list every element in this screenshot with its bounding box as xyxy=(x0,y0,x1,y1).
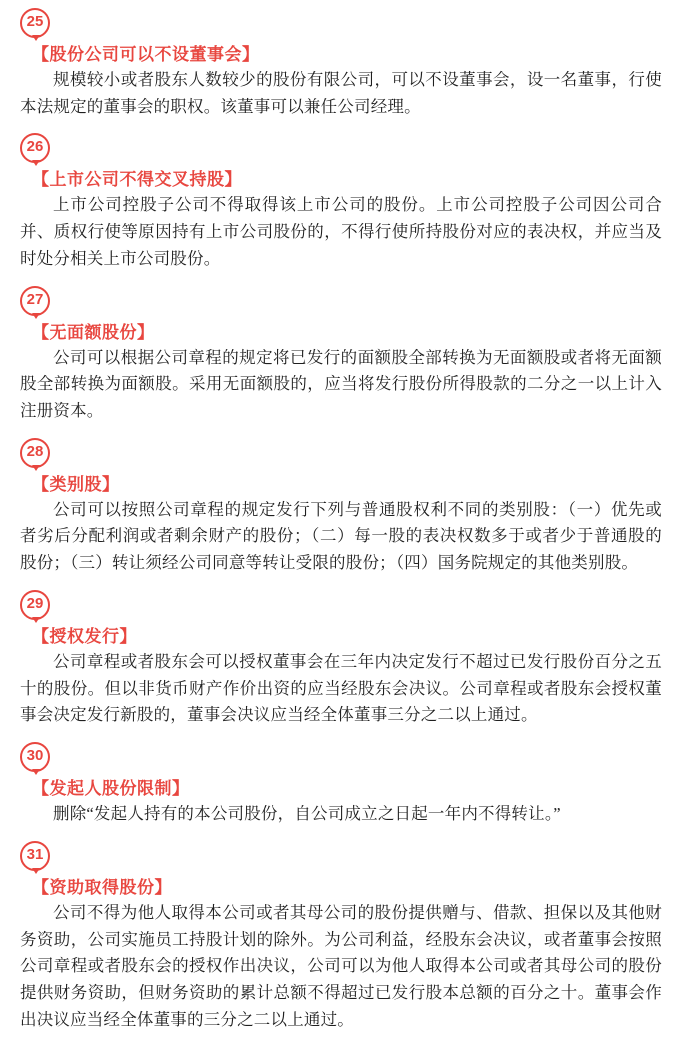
list-item xyxy=(14,8,664,120)
entry-heading: 【无面额股份】 xyxy=(32,322,155,342)
list-item xyxy=(14,286,664,425)
entry-body: 规模较小或者股东人数较少的股份有限公司，可以不设董事会，设一名董事，行使本法规定的董事会的职权。该董事可以兼任公司经理。 xyxy=(20,70,662,116)
entry-heading: 【股份公司可以不设董事会】 xyxy=(32,45,260,64)
entry-body: 公司可以根据公司章程的规定将已发行的面额股全部转换为无面额股或者将无面额股全部转换为面额股。采用无面额股的，应当将发行股份所得股款的二分之一以上计入注册资本。 xyxy=(20,347,662,421)
entry-number-badge: 30 xyxy=(20,742,50,772)
entry-number-badge: 25 xyxy=(20,8,50,38)
entry-heading: 【资助取得股份】 xyxy=(32,877,172,897)
entry-heading: 【授权发行】 xyxy=(32,626,137,646)
list-item xyxy=(14,438,664,577)
entry-body: 上市公司控股子公司不得取得该上市公司的股份。上市公司控股子公司因公司合并、质权行使等原因持有上市公司股份的，不得行使所持股份对应的表决权，并应当及时处分相关上市公司股份。 xyxy=(20,195,662,268)
list-item xyxy=(14,590,664,729)
entry-number-badge: 29 xyxy=(20,590,50,620)
list-item xyxy=(14,742,664,828)
entry-body: 公司不得为他人取得本公司或者其母公司的股份提供赠与、借款、担保以及其他财务资助，公司实施员工持股计划的除外。为公司利益，经股东会决议，或者董事会按照公司章程或者股东会的授权作出决议，公司可以为他人取得本公司或者其母公司的股份提供财务资助，但财务资助的累计总额不得超过已发行股本总额的百分之十。董事会作出决议应当经全体董事的三分之二以上通过。 xyxy=(20,902,662,1029)
list-item xyxy=(14,841,664,1034)
entry-body: 删除“发起人持有的本公司股份，自公司成立之日起一年内不得转让。” xyxy=(53,804,561,824)
entry-body: 公司可以按照公司章程的规定发行下列与普通股权利不同的类别股：（一）优先或者劣后分配利润或者剩余财产的股份；（二）每一股的表决权数多于或者少于普通股的股份；（三）转让须经公司同意等转让受限的股份；（四）国务院规定的其他类别股。 xyxy=(20,499,662,573)
entry-number-badge: 26 xyxy=(20,133,50,163)
list-item xyxy=(14,133,664,272)
entry-number-badge: 31 xyxy=(20,841,50,871)
entry-heading: 【上市公司不得交叉持股】 xyxy=(32,170,242,190)
entry-body: 公司章程或者股东会可以授权董事会在三年内决定发行不超过已发行股份百分之五十的股份。但以非货币财产作价出资的应当经股东会决议。公司章程或者股东会授权董事会决定发行新股的，董事会决议应当经全体董事三分之二以上通过。 xyxy=(20,651,662,725)
entry-number-badge: 27 xyxy=(20,286,50,316)
entry-heading: 【发起人股份限制】 xyxy=(32,779,190,799)
entry-number-badge: 28 xyxy=(20,438,50,468)
entry-heading: 【类别股】 xyxy=(32,474,120,494)
